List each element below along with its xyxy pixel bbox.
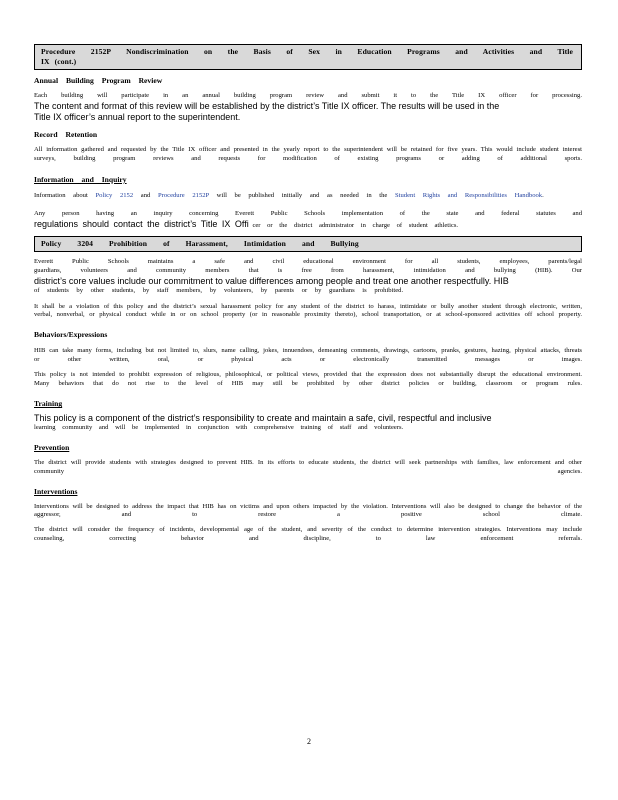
policy-2152p-header-line2: IX (cont.): [41, 57, 77, 66]
training-line1: This policy is a component of the district’s responsibility to create and maintain a safe, civil, respectful and inclusive: [34, 413, 492, 424]
behaviors-heading: Behaviors/Expressions: [34, 330, 108, 340]
record-retention-heading: Record Retention: [34, 130, 98, 140]
policy-3204-intro-line3: district’s core values include our commitment to value differences among people and treat one another respectfully. HIB: [34, 275, 509, 286]
procedure-2152p-link[interactable]: Procedure 2152P: [157, 191, 209, 199]
record-retention-text: All information gathered and requested by the Title IX officer and presented in the yearly report to the superintendent will be retained for five years. This would include student interest surveys, building program reviews and requests for modification of existing programs or adding of additional sports.: [34, 146, 582, 163]
policy-3204-intro-line4: of students by other students, by staff members, by volunteers, by parents or by guardians is prohibited.: [34, 286, 404, 294]
annual-review-line3: Title IX officer’s annual report to the superintendent.: [34, 111, 241, 122]
policy-3204-header: Policy 3204 Prohibition of Harassment, Intimidation and Bullying: [34, 236, 582, 252]
behaviors-paragraph-1: HIB can take many forms, including but not limited to, slurs, name calling, jokes, innuendoes, demeaning comments, drawings, cartoons, pranks, gestures, hazing, physical attacks, threats or other written, oral, or physical acts or electronically transmitted messages or images.: [34, 347, 582, 363]
information-paragraph: [34, 192, 582, 201]
policy-3204-violation-paragraph: It shall be a violation of this policy and the district’s sexual harassment policy for any student of the district to harass, intimidate or bully another student through electronic, written, verbal, nonverbal, or physical conduct while in or on school property (or in reasonable proximity thereto), school transportation, or at school-sponsored activities off school property.: [34, 302, 582, 319]
policy-2152p-header: [34, 44, 582, 70]
document-page: [34, 44, 582, 544]
information-inquiry-heading: Information and Inquiry: [34, 174, 127, 184]
info-text-b: will be published initially and as needed in the: [216, 191, 388, 199]
info-text-end: .: [542, 191, 544, 199]
annual-review-line2: The content and format of this review will be established by the district’s Title IX officer. The results will be used in the: [34, 100, 500, 111]
page-number: 2: [307, 737, 311, 746]
annual-review-heading: Annual Building Program Review: [34, 76, 163, 85]
interventions-paragraph-1: Interventions will be designed to address the impact that HIB has on victims and upon others impacted by the violation. Interventions will also be designed to change the behavior of the aggressor, and to restore a positive school climate.: [34, 502, 582, 519]
annual-review-line1: Each building will participate in an annual building program review and submit it to the Title IX officer for processing.: [34, 92, 582, 99]
info-text-and: and: [140, 191, 151, 199]
interventions-paragraph-2: The district will consider the frequency of incidents, developmental age of the student, and severity of the conduct to determine intervention strategies. Interventions may include counseling, correcting behavior and discipline, to law enforcement referrals.: [34, 526, 582, 542]
info-text-a: Information about: [34, 191, 88, 199]
policy-2152p-header-line1: Procedure 2152P Nondiscrimination on the Basis of Sex in Education Programs and Activities and Title: [41, 47, 573, 56]
training-heading: Training: [34, 399, 63, 409]
prevention-text: The district will provide students with strategies designed to prevent HIB. In its efforts to educate students, the district will seek partnerships with families, law enforcement and other community agencies.: [34, 458, 582, 475]
interventions-heading: Interventions: [34, 486, 78, 496]
behaviors-paragraph-2: This policy is not intended to prohibit expression of religious, philosophical, or political views, provided that the expression does not substantially disrupt the educational environment. Many behaviors that do not rise to the level of HIB may still be prohibited by other district policies or building, classroom or program rules.: [34, 370, 582, 387]
inquiry-line1: Any person having an inquiry concerning Everett Public Schools implementation of the state and federal statutes and: [34, 209, 582, 217]
training-line2: learning community and will be implemented in conjunction with comprehensive training of staff and volunteers.: [34, 424, 404, 432]
policy-3204-intro-line2: guardians, volunteers and community members that is free from harassment, intimidation and bullying (HIB). Our: [34, 267, 582, 275]
prevention-heading: Prevention: [34, 442, 70, 452]
policy-2152-link[interactable]: Policy 2152: [95, 191, 134, 199]
inquiry-line2-big: regulations should contact the district’s Title IX Offi: [34, 218, 249, 229]
policy-3204-intro-line1: Everett Public Schools maintains a safe and civil educational environment for all students, employees, parents/legal: [34, 258, 582, 266]
inquiry-line2: [34, 219, 582, 231]
student-rights-handbook-link[interactable]: Student Rights and Responsibilities Handbook: [395, 191, 543, 199]
inquiry-line2-rest: cer or the district administrator in charge of student athletics.: [252, 221, 459, 229]
